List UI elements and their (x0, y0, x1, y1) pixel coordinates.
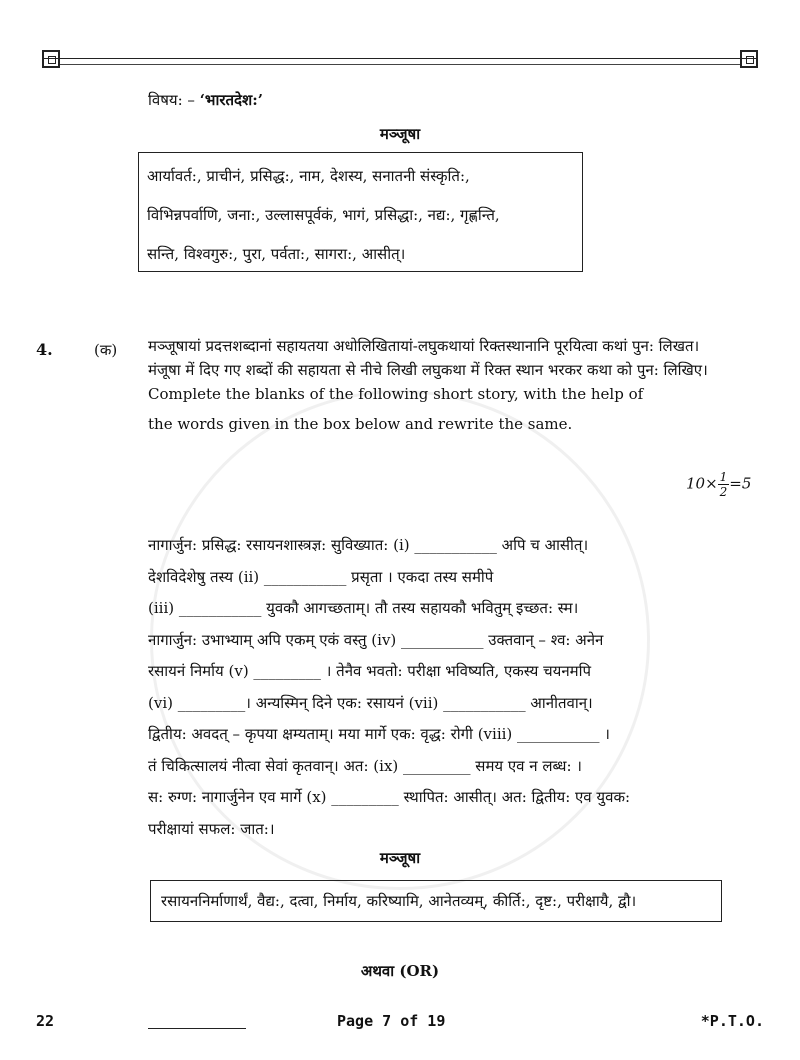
question-instructions (148, 334, 753, 436)
page-border-top (42, 58, 758, 59)
word-box-1 (138, 152, 583, 272)
topic-label: विषय: – (148, 91, 200, 109)
footer-blank-line (148, 1028, 246, 1029)
instr-english-1: Complete the blanks of the following short story, with the help of (148, 385, 644, 403)
story-line: नागार्जुन: प्रसिद्ध: रसायनशास्त्रज्ञ: सुविख्यात: (i) ___________ अपि च आसीत्। (148, 536, 589, 554)
corner-ornament-right (740, 50, 758, 68)
marks-formula (686, 470, 751, 499)
box1-heading: मञ्जूषा (379, 125, 421, 143)
footer-page-number: Page 7 of 19 (337, 1012, 446, 1030)
story-line: (vi) _________। अन्यस्मिन् दिने एक: रसायनं (vii) ___________ आनीतवान्। (148, 693, 593, 712)
corner-ornament-left (42, 50, 60, 68)
question-number: 4. (36, 340, 53, 359)
instr-sanskrit: मञ्जूषायां प्रदत्तशब्दानां सहायतया अधोलिखितायां-लघुकथायां रिक्तस्थानानि पूरयित्वा कथां पुन: लिखत। (148, 337, 700, 355)
story-text (148, 530, 753, 845)
instr-english-2: the words given in the box below and rewrite the same. (148, 415, 573, 433)
story-line: द्वितीय: अवदत् – कृपया क्षम्यताम्। मया मार्गे एक: वृद्ध: रोगी (viii) ___________ । (148, 725, 610, 743)
story-line: रसायनं निर्माय (v) _________ । तेनैव भवतो: परीक्षा भविष्यति, एकस्य चयनमपि (148, 662, 592, 680)
footer-pto: *P.T.O. (700, 1012, 764, 1030)
box1-line: आर्यावर्त:, प्राचीनं, प्रसिद्ध:, नाम, देशस्य, सनातनी संस्कृति:, (147, 167, 470, 185)
marks-num: 1 (719, 470, 728, 484)
box2-text: रसायननिर्माणार्थं, वैद्य:, दत्वा, निर्माय, करिष्यामि, आनेतव्यम्, कीर्ति:, दृष्ट:, परीक्षायै, द्वौ। (161, 892, 637, 910)
story-line: (iii) ___________ युवकौ आगच्छताम्। तौ तस्य सहायकौ भवितुम् इच्छत: स्म। (148, 599, 579, 617)
topic-value: ‘भारतदेश:’ (199, 91, 263, 109)
marks-prefix: 10× (686, 474, 718, 493)
marks-suffix: =5 (729, 474, 752, 493)
word-box-2 (150, 880, 722, 922)
box1-line: सन्ति, विश्वगुरु:, पुरा, पर्वता:, सागरा:, आसीत्। (147, 245, 406, 263)
page-border-inner (60, 64, 740, 65)
story-line: स: रुग्ण: नागार्जुनेन एव मार्गे (x) _________ स्थापित: आसीत्। अत: द्वितीय: एव युवक: (148, 788, 631, 806)
story-line: तं चिकित्सालयं नीत्वा सेवां कृतवान्। अत: (ix) _________ समय एव न लब्ध: । (148, 756, 582, 775)
marks-den: 2 (719, 485, 728, 499)
topic-line (148, 90, 263, 110)
marks-fraction (718, 470, 730, 499)
instr-hindi: मंजूषा में दिए गए शब्दों की सहायता से नीचे लिखी लघुकथा में रिक्त स्थान भरकर कथा को पुन: लिखिए। (148, 361, 708, 379)
question-sub: (क) (94, 341, 118, 359)
story-line: नागार्जुन: उभाभ्याम् अपि एकम् एकं वस्तु (iv) ___________ उक्तवान् – श्व: अनेन (148, 630, 604, 649)
or-separator: अथवा (OR) (360, 962, 440, 980)
box1-line: विभिन्नपर्वाणि, जना:, उल्लासपूर्वकं, भागं, प्रसिद्धा:, नद्य:, गृह्णन्ति, (147, 206, 500, 224)
story-line: परीक्षायां सफल: जात:। (148, 819, 275, 838)
story-line: देशविदेशेषु तस्य (ii) ___________ प्रसृता । एकदा तस्य समीपे (148, 567, 494, 586)
box2-heading: मञ्जूषा (379, 849, 421, 867)
footer-page-code: 22 (36, 1012, 55, 1030)
